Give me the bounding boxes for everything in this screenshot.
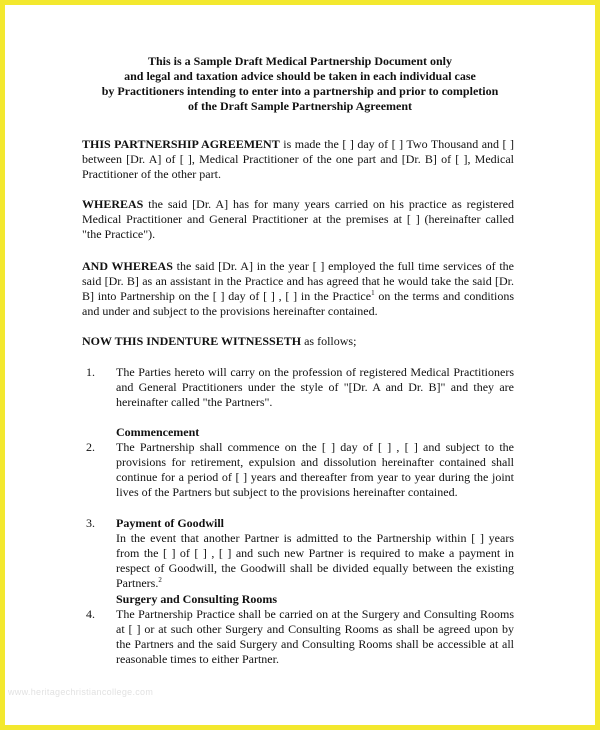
and-whereas-paragraph	[82, 259, 514, 319]
clause-text: The Partnership shall commence on the [ ] day of [ ] , [ ] and subject to the provisions for retirement, expulsion and dissolution hereinafter contained shall continue for a period of [ ] years and thereafter from year to year during the joint lives of the Partners but subject to the provisions hereinafter contained.	[116, 440, 514, 499]
clause-text: The Parties hereto will carry on the profession of registered Medical Practitioners and General Practitioners under the style of "[Dr. A and Dr. B]" and they are hereinafter called "the Partners".	[116, 365, 514, 409]
and-whereas-lead: AND WHEREAS	[82, 259, 173, 273]
clause-text: The Partnership Practice shall be carried on at the Surgery and Consulting Rooms at [ ] or at such other Surgery and Consulting Rooms as shall be agreed upon by the Partners and the said Surgery and Consulting Rooms shall be accessible at all reasonable times to either Partner.	[116, 607, 514, 666]
clause-number: 2.	[86, 440, 95, 454]
clause-number: 4.	[86, 607, 95, 621]
clause-heading: Commencement	[116, 425, 200, 439]
whereas-text: the said [Dr. A] has for many years carried on his practice as registered Medical Practitioner and General Practitioner at the premises at [ ] (hereinafter called "the Practice").	[82, 197, 514, 241]
footnote-marker: 1	[371, 289, 375, 297]
witnesseth-paragraph	[82, 334, 514, 349]
header-line: of the Draft Sample Partnership Agreement	[187, 99, 413, 113]
and-whereas-text-continued: on the terms and conditions and under and subject to the provisions hereinafter contained.	[82, 289, 514, 318]
agreement-paragraph	[82, 137, 514, 182]
document-page	[8, 8, 592, 722]
whereas-paragraph	[82, 197, 514, 242]
agreement-text: is made the [ ] day of [ ] Two Thousand and [ ] between [Dr. A] of [ ], Medical Practitioner of the one part and [Dr. B] of [ ], Medical Practitioner of the other part.	[82, 137, 515, 181]
document-header	[8, 54, 592, 114]
footnote-marker: 2	[158, 576, 162, 584]
clause-text-body: In the event that another Partner is admitted to the Partnership within [ ] years from the [ ] of [ ] , [ ] and such new Partner is required to make a payment in respect of Goodwill, the Goodwill shall be divided equally between the existing Partners.	[116, 531, 514, 590]
header-line: and legal and taxation advice should be taken in each individual case	[124, 69, 476, 83]
clause-heading: Payment of Goodwill	[116, 516, 224, 530]
header-line: This is a Sample Draft Medical Partnership Document only	[148, 54, 452, 68]
agreement-lead: THIS PARTNERSHIP AGREEMENT	[82, 137, 280, 151]
clause-number: 3.	[86, 516, 95, 530]
witnesseth-text: as follows;	[301, 334, 357, 348]
clause-text	[116, 531, 514, 591]
and-whereas-text: the said [Dr. A] in the year [ ] employed the full time services of the said [Dr. B] as an assistant in the Practice and has agreed that he would take the said [Dr. B] into Partnership on the [ ] day of [ ] , [ ] in the Practice	[82, 259, 514, 303]
whereas-lead: WHEREAS	[82, 197, 144, 211]
clause-number: 1.	[86, 365, 95, 379]
witnesseth-lead: NOW THIS INDENTURE WITNESSETH	[82, 334, 302, 348]
header-line: by Practitioners intending to enter into a partnership and prior to completion	[101, 84, 499, 98]
clause-heading: Surgery and Consulting Rooms	[116, 592, 278, 606]
watermark: www.heritagechristiancollege.com	[8, 687, 154, 697]
